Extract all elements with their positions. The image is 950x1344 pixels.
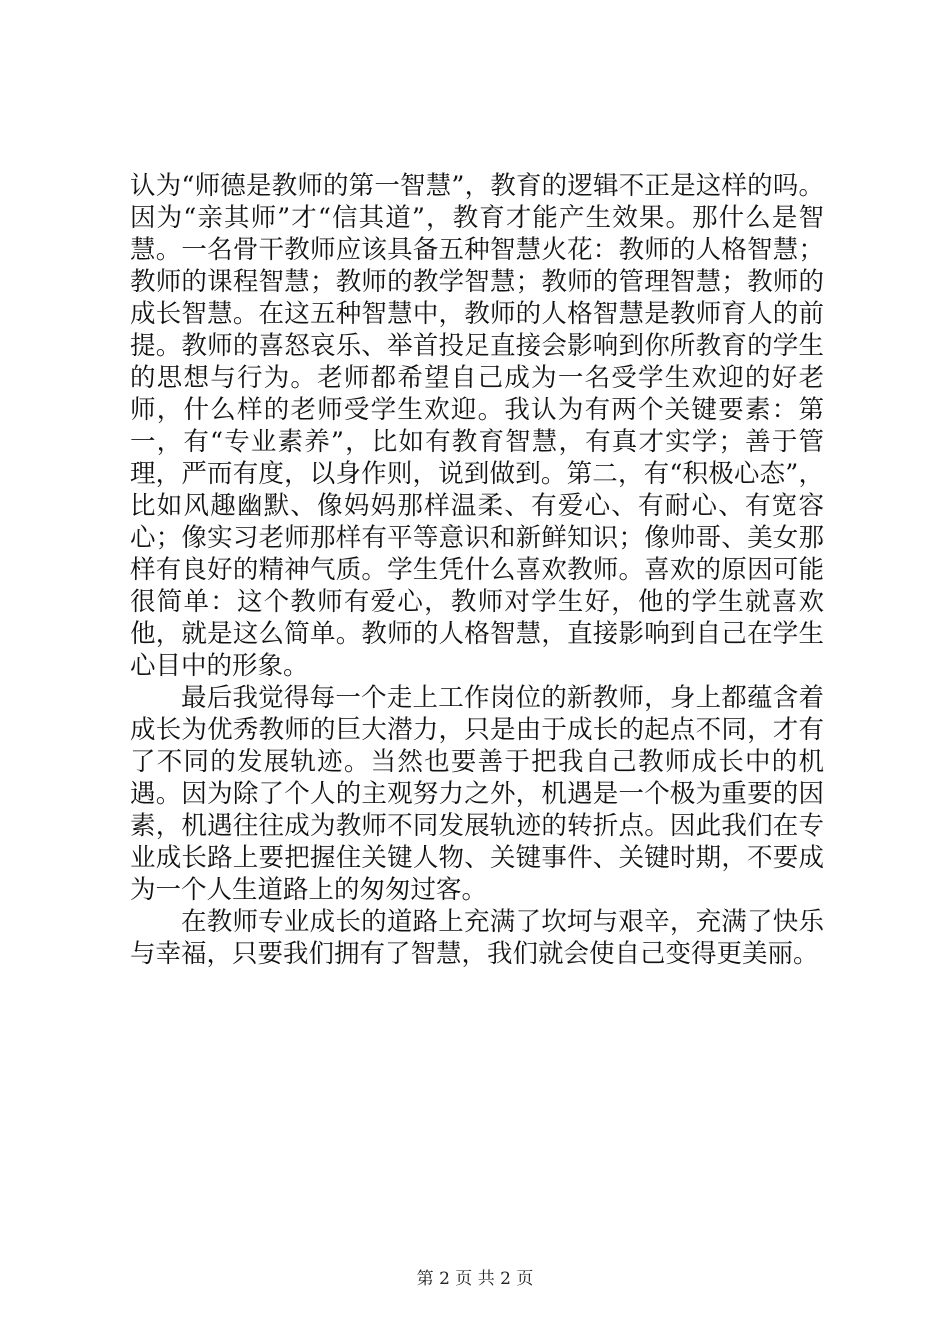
page-footer (0, 1268, 950, 1290)
document-body (130, 170, 824, 970)
paragraph-3: 在教师专业成长的道路上充满了坎坷与艰辛，充满了快乐与幸福，只要我们拥有了智慧，我们就会使自己变得更美丽。 (130, 907, 824, 969)
page-number-label: 第 2 页 共 2 页 (416, 1269, 534, 1289)
paragraph-2: 最后我觉得每一个走上工作岗位的新教师，身上都蕴含着成长为优秀教师的巨大潜力，只是由于成长的起点不同，才有了不同的发展轨迹。当然也要善于把我自己教师成长中的机遇。因为除了个人的主观努力之外，机遇是一个极为重要的因素，机遇往往成为教师不同发展轨迹的转折点。因此我们在专业成长路上要把握住关键人物、关键事件、关键时期，不要成为一个人生道路上的匆匆过客。 (130, 683, 824, 905)
paragraph-1: 认为“师德是教师的第一智慧”，教育的逻辑不正是这样的吗。因为“亲其师”才“信其道”，教育才能产生效果。那什么是智慧。一名骨干教师应该具备五种智慧火花：教师的人格智慧；教师的课程智慧；教师的教学智慧；教师的管理智慧；教师的成长智慧。在这五种智慧中，教师的人格智慧是教师育人的前提。教师的喜怒哀乐、举首投足直接会影响到你所教育的学生的思想与行为。老师都希望自己成为一名受学生欢迎的好老师，什么样的老师受学生欢迎。我认为有两个关键要素：第一，有“专业素养”，比如有教育智慧，有真才实学；善于管理，严而有度，以身作则，说到做到。第二，有“积极心态”，比如风趣幽默、像妈妈那样温柔、有爱心、有耐心、有宽容心；像实习老师那样有平等意识和新鲜知识；像帅哥、美女那样有良好的精神气质。学生凭什么喜欢教师。喜欢的原因可能很简单：这个教师有爱心，教师对学生好，他的学生就喜欢他，就是这么简单。教师的人格智慧，直接影响到自己在学生心目中的形象。 (130, 171, 824, 681)
